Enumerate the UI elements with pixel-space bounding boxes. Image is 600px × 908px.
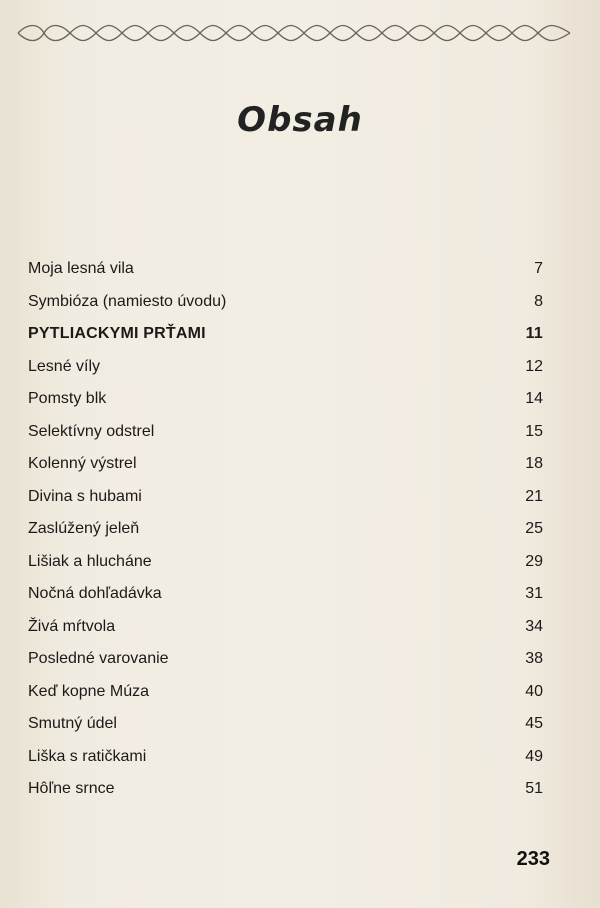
- toc-entry-page-number: 8: [534, 292, 543, 310]
- toc-entry-page-number: 11: [525, 325, 543, 342]
- toc-entry: [28, 390, 543, 423]
- toc-entry-title: Keď kopne Múza: [28, 682, 150, 700]
- toc-entry-page-number: 29: [525, 552, 543, 570]
- toc-entry: [28, 423, 543, 456]
- toc-entry-title: Pomsty blk: [28, 390, 107, 407]
- toc-entry-title: Symbióza (namiesto úvodu): [28, 292, 227, 310]
- toc-entry: [28, 780, 543, 813]
- toc-section-heading: [28, 325, 543, 358]
- toc-entry-page-number: 40: [525, 682, 543, 700]
- toc-entry-page-number: 38: [525, 650, 543, 667]
- toc-entry-title: Hôľne srnce: [28, 780, 115, 797]
- toc-entry: [28, 715, 543, 748]
- toc-entry-title: Lesné víly: [28, 357, 101, 375]
- toc-entry-title: Moja lesná vila: [28, 260, 134, 277]
- toc-entry-title: Posledné varovanie: [28, 650, 169, 667]
- toc-entry: [28, 650, 543, 683]
- toc-entry-title: Živá mŕtvola: [28, 617, 116, 635]
- toc-entry: [28, 293, 543, 326]
- toc-entry: [28, 520, 543, 553]
- toc-entry-page-number: 14: [525, 390, 543, 407]
- decorative-border-ornament: [14, 20, 574, 46]
- toc-entry-title: PYTLIACKYMI PRŤAMI: [28, 325, 206, 342]
- toc-entry: [28, 748, 543, 781]
- page-number: 233: [516, 848, 550, 870]
- toc-entry: [28, 553, 543, 586]
- toc-entry-page-number: 7: [534, 260, 543, 277]
- toc-entry-title: Divina s hubami: [28, 487, 142, 505]
- toc-entry-page-number: 18: [525, 455, 543, 472]
- toc-entry-page-number: 45: [525, 715, 543, 732]
- toc-entry-page-number: 25: [525, 520, 543, 537]
- toc-entry-page-number: 49: [525, 747, 543, 765]
- toc-entry: [28, 585, 543, 618]
- toc-entry-page-number: 15: [525, 422, 543, 440]
- toc-entry: [28, 488, 543, 521]
- toc-entry-title: Zaslúžený jeleň: [28, 520, 140, 537]
- toc-entry-title: Nočná dohľadávka: [28, 585, 162, 602]
- toc-entry-page-number: 31: [525, 585, 543, 602]
- toc-entry-page-number: 34: [525, 617, 543, 635]
- toc-entry: [28, 358, 543, 391]
- toc-entry-title: Lišiak a hlucháne: [28, 552, 152, 570]
- table-of-contents: [28, 260, 543, 813]
- toc-entry: [28, 260, 543, 293]
- toc-entry-page-number: 21: [525, 487, 543, 505]
- toc-entry-title: Selektívny odstrel: [28, 422, 155, 440]
- toc-entry-title: Kolenný výstrel: [28, 455, 137, 472]
- toc-entry: [28, 455, 543, 488]
- page-title: Obsah: [237, 100, 363, 140]
- toc-entry-title: Smutný údel: [28, 715, 117, 732]
- toc-entry-page-number: 51: [525, 780, 543, 797]
- toc-entry: [28, 618, 543, 651]
- toc-entry-title: Liška s ratičkami: [28, 747, 147, 765]
- toc-entry-page-number: 12: [525, 357, 543, 375]
- toc-entry: [28, 683, 543, 716]
